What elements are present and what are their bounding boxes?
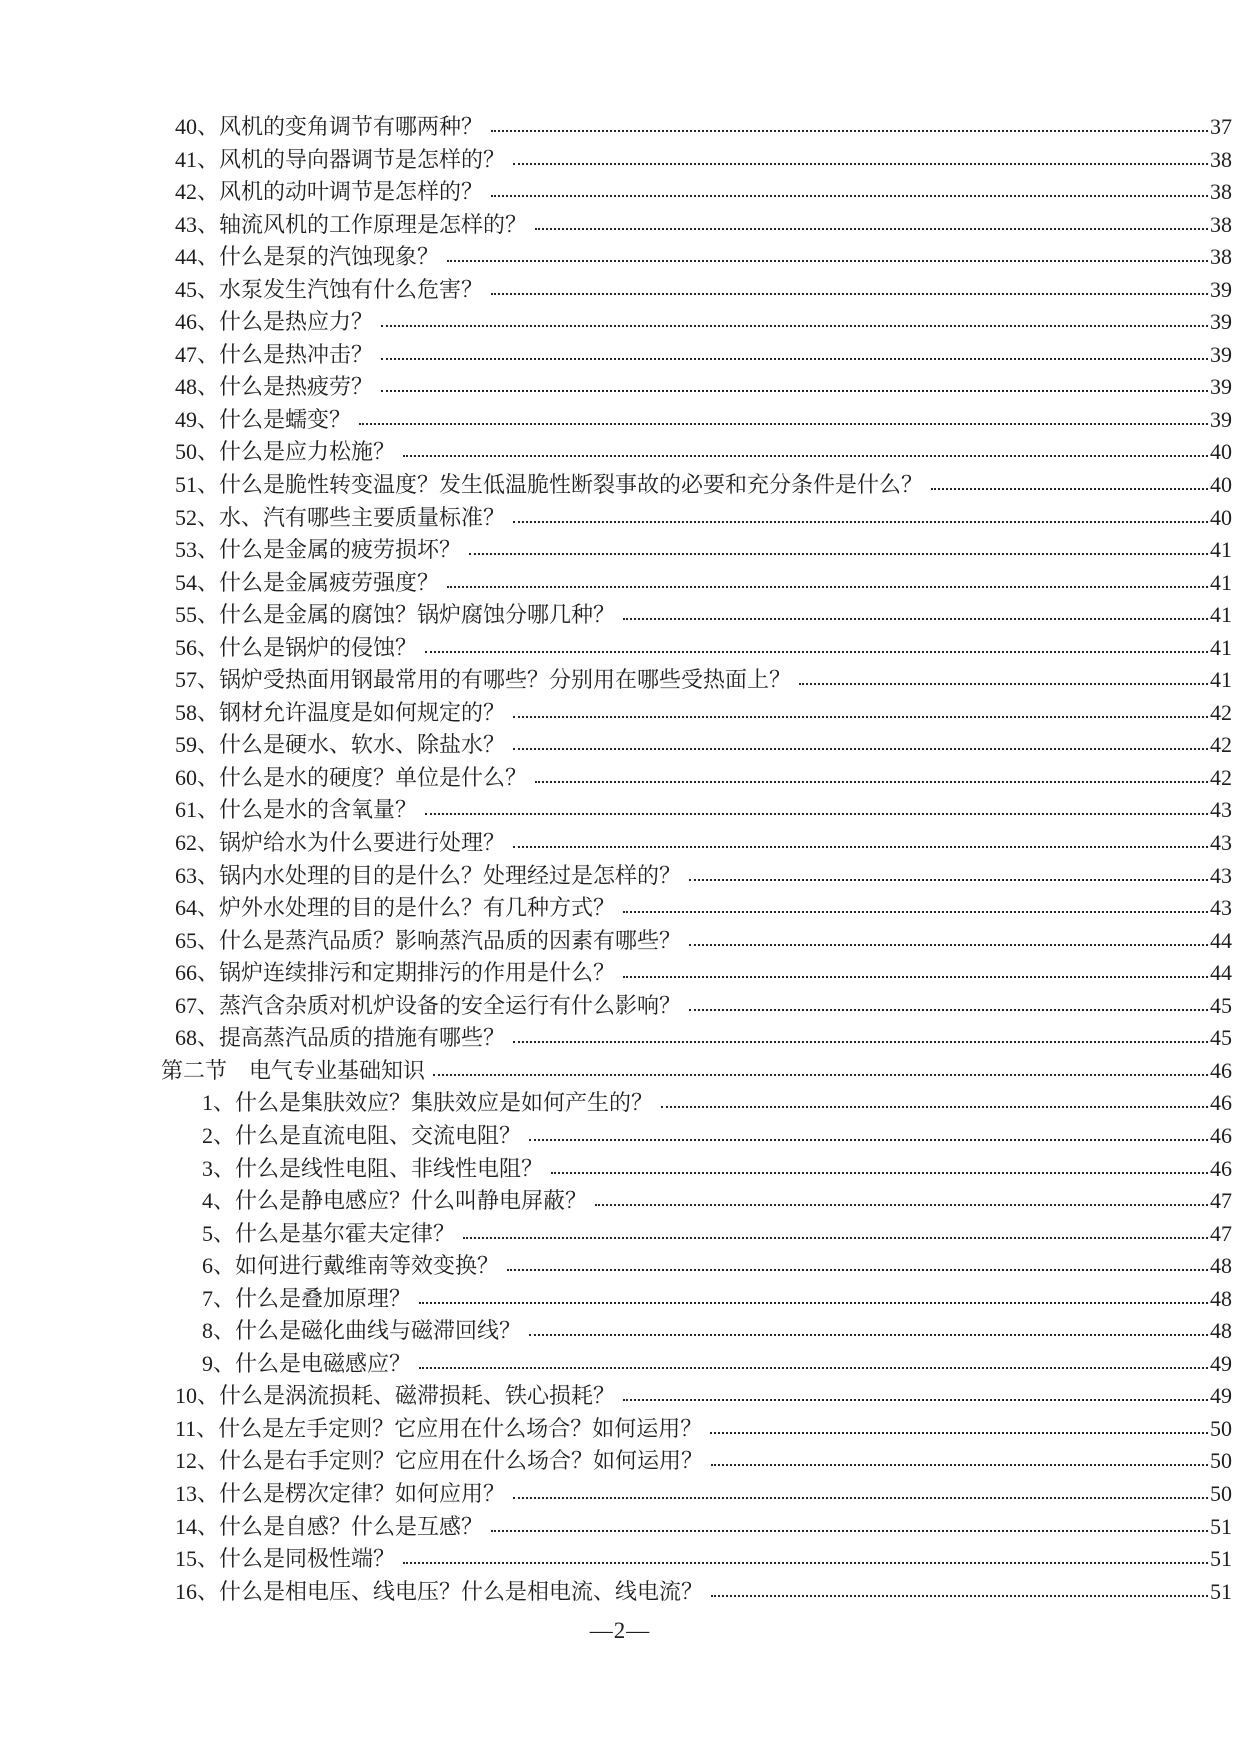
entry-page: 44 [1210,960,1232,986]
entry-title: 什么是线性电阻、非线性电阻？ [235,1155,544,1181]
entry-number: 43、 [175,211,220,237]
toc-entry[interactable] [0,1413,1240,1446]
dot-leader [710,1412,1208,1434]
dot-leader [661,1087,1208,1109]
entry-number: 45、 [175,276,220,302]
toc-entry[interactable] [0,632,1240,665]
toc-entry[interactable] [0,827,1240,860]
entry-title: 什么是蠕变？ [219,406,352,432]
toc-entry[interactable] [0,794,1240,827]
toc-list [0,111,1240,1608]
entry-page: 43 [1210,895,1232,921]
dot-leader [623,956,1208,978]
entry-title: 轴流风机的工作原理是怎样的？ [219,211,528,237]
entry-page: 38 [1210,211,1232,237]
entry-page: 51 [1210,1513,1232,1539]
entry-title: 什么是锅炉的侵蚀？ [219,634,418,660]
toc-entry[interactable] [0,1185,1240,1218]
entry-title: 锅内水处理的目的是什么？处理经过是怎样的？ [219,862,682,888]
entry-number: 42、 [175,179,220,205]
toc-entry[interactable] [0,762,1240,795]
entry-title: 什么是应力松施？ [219,439,396,465]
dot-leader [359,403,1208,425]
dot-leader [529,1314,1208,1336]
toc-entry[interactable] [0,1250,1240,1283]
toc-entry[interactable] [0,1315,1240,1348]
entry-title: 什么是热疲劳？ [219,374,374,400]
toc-entry[interactable] [0,306,1240,339]
dot-leader [491,110,1208,132]
dot-leader [513,696,1208,718]
entry-number: 14、 [175,1513,220,1539]
dot-leader [403,436,1208,458]
entry-page: 39 [1210,341,1232,367]
entry-number: 1、 [202,1090,236,1116]
entry-title: 什么是金属疲劳强度？ [219,569,440,595]
dot-leader [381,338,1208,360]
toc-entry[interactable] [0,1445,1240,1478]
entry-number: 46、 [175,309,220,335]
toc-entry[interactable] [0,241,1240,274]
entry-page: 38 [1210,179,1232,205]
dot-leader [447,566,1208,588]
dot-leader [433,1054,1208,1076]
entry-title: 炉外水处理的目的是什么？有几种方式？ [219,895,616,921]
entry-title: 水泵发生汽蚀有什么危害？ [219,276,484,302]
entry-number: 60、 [175,764,220,790]
toc-entry[interactable] [0,502,1240,535]
entry-page: 42 [1210,732,1232,758]
toc-entry[interactable] [0,274,1240,307]
entry-page: 48 [1210,1285,1232,1311]
dot-leader [799,664,1208,686]
entry-page: 51 [1210,1578,1232,1604]
entry-page: 50 [1210,1480,1232,1506]
dot-leader [507,1249,1208,1271]
toc-entry[interactable] [0,436,1240,469]
toc-entry[interactable] [0,860,1240,893]
dot-leader [491,1510,1208,1532]
dot-leader [491,175,1208,197]
dot-leader [419,1282,1208,1304]
entry-title: 风机的变角调节有哪两种？ [219,114,484,139]
dot-leader [513,826,1208,848]
entry-page: 41 [1210,602,1232,628]
entry-title: 提高蒸汽品质的措施有哪些？ [219,1025,506,1051]
entry-number: 48、 [175,374,220,400]
dot-leader [529,1119,1208,1141]
entry-number: 65、 [175,927,220,953]
dot-leader [623,1380,1208,1402]
toc-entry[interactable] [0,729,1240,762]
entry-page: 38 [1210,146,1232,172]
toc-entry[interactable] [0,1478,1240,1511]
entry-number: 53、 [175,537,220,563]
entry-number: 7、 [202,1285,236,1311]
entry-page: 39 [1210,406,1232,432]
entry-number: 44、 [175,244,220,270]
entry-number: 56、 [175,634,220,660]
entry-page: 39 [1210,374,1232,400]
entry-number: 13、 [175,1480,220,1506]
entry-number: 47、 [175,341,220,367]
entry-number: 64、 [175,895,220,921]
entry-title: 电气专业基础知识 [249,1057,426,1083]
entry-title: 什么是蒸汽品质？影响蒸汽品质的因素有哪些？ [219,927,682,953]
dot-leader [689,989,1208,1011]
toc-entry[interactable] [0,599,1240,632]
entry-title: 什么是叠加原理？ [235,1285,412,1311]
entry-page: 45 [1210,1025,1232,1051]
entry-number: 2、 [202,1122,236,1148]
entry-page: 37 [1210,114,1232,139]
dot-leader [623,891,1208,913]
entry-title: 什么是水的硬度？单位是什么？ [219,764,528,790]
entry-number: 66、 [175,960,220,986]
entry-page: 43 [1210,830,1232,856]
entry-title: 什么是楞次定律？如何应用？ [219,1480,506,1506]
entry-title: 钢材允许温度是如何规定的？ [219,699,506,725]
dot-leader [463,1217,1208,1239]
entry-page: 41 [1210,667,1232,693]
entry-page: 48 [1210,1253,1232,1279]
entry-title: 什么是硬水、软水、除盐水？ [219,732,506,758]
entry-number: 67、 [175,992,220,1018]
dot-leader [425,794,1208,816]
entry-page: 50 [1210,1415,1232,1441]
entry-number: 5、 [202,1220,236,1246]
entry-number: 4、 [202,1188,236,1214]
page-footer [0,1618,1240,1644]
entry-number: 55、 [175,602,220,628]
dot-leader [447,240,1208,262]
entry-number: 57、 [175,667,220,693]
entry-title: 什么是同极性端？ [219,1546,396,1572]
entry-page: 43 [1210,862,1232,888]
toc-entry[interactable] [0,1022,1240,1055]
entry-title: 什么是热应力？ [219,309,374,335]
entry-number: 10、 [175,1383,220,1409]
entry-number: 58、 [175,699,220,725]
toc-entry[interactable] [0,990,1240,1023]
entry-title: 水、汽有哪些主要质量标准？ [219,504,506,530]
entry-number: 54、 [175,569,220,595]
entry-title: 什么是热冲击？ [219,341,374,367]
entry-page: 40 [1210,504,1232,530]
entry-title: 什么是自感？什么是互感？ [219,1513,484,1539]
dot-leader [551,1152,1208,1174]
toc-entry[interactable] [0,1543,1240,1576]
entry-page: 46 [1210,1090,1232,1116]
entry-title: 什么是涡流损耗、磁滞损耗、铁心损耗？ [219,1383,616,1409]
entry-title: 什么是磁化曲线与磁滞回线？ [235,1318,522,1344]
toc-entry[interactable] [0,1087,1240,1120]
dot-leader [513,501,1208,523]
dot-leader [419,1347,1208,1369]
toc-entry[interactable] [0,925,1240,958]
entry-title: 什么是右手定则？它应用在什么场合？如何运用？ [219,1448,704,1474]
entry-page: 47 [1210,1188,1232,1214]
toc-entry[interactable] [0,1348,1240,1381]
dot-leader [381,371,1208,393]
dot-leader [513,729,1208,751]
dot-leader [513,143,1208,165]
toc-entry[interactable] [0,1511,1240,1544]
entry-title: 锅炉给水为什么要进行处理？ [219,830,506,856]
toc-entry[interactable] [0,111,1240,144]
toc-entry[interactable] [0,176,1240,209]
dot-leader [711,1575,1208,1597]
entry-title: 什么是金属的疲劳损坏？ [219,537,462,563]
entry-number: 第二节 [161,1057,228,1083]
entry-page: 38 [1210,244,1232,270]
entry-page: 41 [1210,634,1232,660]
entry-title: 什么是泵的汽蚀现象？ [219,244,440,270]
toc-entry[interactable] [0,209,1240,242]
dot-leader [689,924,1208,946]
entry-title: 什么是相电压、线电压？什么是相电流、线电流？ [219,1578,704,1604]
entry-page: 49 [1210,1383,1232,1409]
entry-number: 3、 [202,1155,236,1181]
entry-number: 11、 [175,1415,219,1441]
entry-page: 42 [1210,699,1232,725]
dot-leader [513,1022,1208,1044]
dot-leader [535,208,1208,230]
entry-page: 40 [1210,439,1232,465]
toc-entry[interactable] [0,1153,1240,1186]
toc-entry[interactable] [0,534,1240,567]
entry-title: 风机的导向器调节是怎样的？ [219,146,506,172]
entry-number: 52、 [175,504,220,530]
entry-number: 6、 [202,1253,236,1279]
entry-number: 68、 [175,1025,220,1051]
entry-title: 什么是直流电阻、交流电阻？ [235,1122,522,1148]
entry-number: 59、 [175,732,220,758]
entry-page: 45 [1210,992,1232,1018]
dot-leader [595,1184,1208,1206]
dot-leader [469,533,1208,555]
toc-entry[interactable] [0,144,1240,177]
entry-number: 9、 [202,1350,236,1376]
dot-leader [689,859,1208,881]
entry-title: 风机的动叶调节是怎样的？ [219,179,484,205]
toc-entry[interactable] [0,1055,1240,1088]
entry-title: 锅炉受热面用钢最常用的有哪些？分别用在哪些受热面上？ [219,667,792,693]
entry-title: 什么是静电感应？什么叫静电屏蔽？ [235,1188,588,1214]
entry-title: 锅炉连续排污和定期排污的作用是什么？ [219,960,616,986]
entry-number: 51、 [175,472,220,498]
toc-entry[interactable] [0,371,1240,404]
toc-entry[interactable] [0,957,1240,990]
entry-title: 什么是金属的腐蚀？锅炉腐蚀分哪几种？ [219,602,616,628]
entry-number: 49、 [175,406,220,432]
entry-number: 41、 [175,146,220,172]
entry-number: 40、 [175,114,220,139]
entry-number: 12、 [175,1448,220,1474]
entry-title: 蒸汽含杂质对机炉设备的安全运行有什么影响？ [219,992,682,1018]
entry-page: 39 [1210,309,1232,335]
entry-number: 15、 [175,1546,220,1572]
dot-leader [535,761,1208,783]
entry-page: 44 [1210,927,1232,953]
dot-leader [403,1542,1208,1564]
dot-leader [931,468,1208,490]
entry-number: 62、 [175,830,220,856]
toc-entry[interactable] [0,404,1240,437]
entry-number: 61、 [175,797,220,823]
toc-entry[interactable] [0,892,1240,925]
entry-page: 47 [1210,1220,1232,1246]
entry-page: 46 [1210,1155,1232,1181]
toc-entry[interactable] [0,1576,1240,1609]
toc-entry[interactable] [0,697,1240,730]
entry-page: 43 [1210,797,1232,823]
toc-entry[interactable] [0,664,1240,697]
dot-leader [425,631,1208,653]
dot-leader [491,273,1208,295]
entry-page: 50 [1210,1448,1232,1474]
entry-number: 16、 [175,1578,220,1604]
entry-title: 什么是电磁感应？ [235,1350,412,1376]
entry-page: 46 [1210,1057,1232,1083]
entry-page: 42 [1210,764,1232,790]
entry-page: 48 [1210,1318,1232,1344]
toc-entry[interactable] [0,469,1240,502]
entry-number: 8、 [202,1318,236,1344]
entry-page: 41 [1210,569,1232,595]
toc-entry[interactable] [0,1283,1240,1316]
entry-page: 46 [1210,1122,1232,1148]
entry-page: 49 [1210,1350,1232,1376]
entry-number: 63、 [175,862,220,888]
entry-title: 什么是左手定则？它应用在什么场合？如何运用？ [218,1415,703,1441]
toc-entry[interactable] [0,1218,1240,1251]
entry-title: 什么是集肤效应？集肤效应是如何产生的？ [235,1090,654,1116]
entry-page: 39 [1210,276,1232,302]
entry-page: 51 [1210,1546,1232,1572]
dot-leader [711,1445,1208,1467]
dot-leader [623,598,1208,620]
entry-title: 如何进行戴维南等效变换？ [235,1253,500,1279]
entry-number: 50、 [175,439,220,465]
toc-entry[interactable] [0,1380,1240,1413]
dot-leader [381,305,1208,327]
entry-title: 什么是脆性转变温度？发生低温脆性断裂事故的必要和充分条件是什么？ [219,472,924,498]
toc-entry[interactable] [0,567,1240,600]
toc-entry[interactable] [0,1120,1240,1153]
dot-leader [513,1477,1208,1499]
toc-entry[interactable] [0,339,1240,372]
page-number-label: —2— [589,1618,651,1643]
entry-title: 什么是水的含氧量？ [219,797,418,823]
entry-page: 40 [1210,472,1232,498]
entry-page: 41 [1210,537,1232,563]
entry-title: 什么是基尔霍夫定律？ [235,1220,456,1246]
